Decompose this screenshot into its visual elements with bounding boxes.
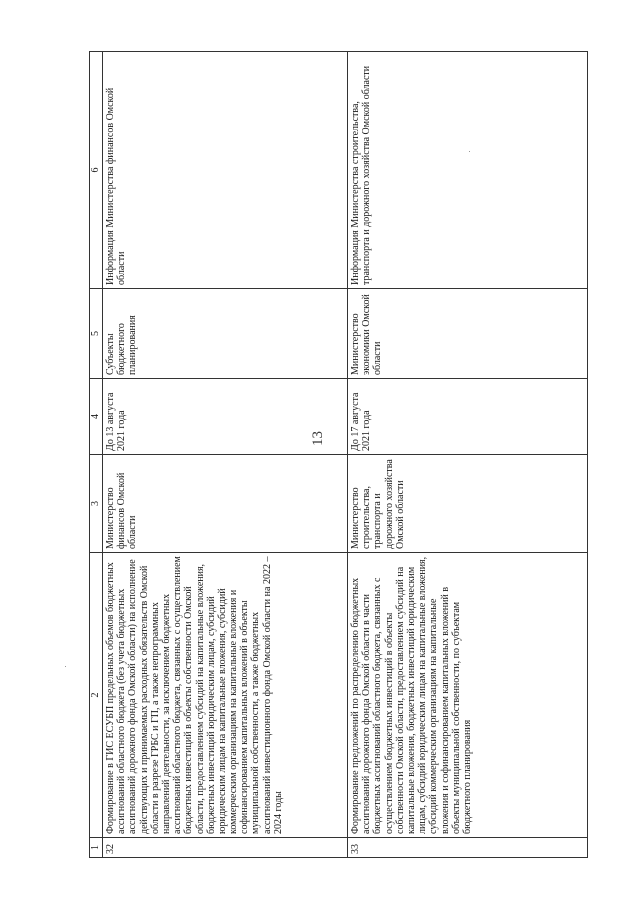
table-row — [103, 52, 348, 858]
row-recipient: Министерство экономики Омской области — [348, 289, 588, 379]
row-result: Информация Министерства строительства, транспорта и дорожного хозяйства Омской области — [348, 52, 588, 289]
row-executor: Министерство строительства, транспорта и дорожного хозяйства Омской области — [348, 455, 588, 553]
row-number: 33 — [348, 838, 588, 858]
row-executor: Министерство финансов Омской области — [103, 455, 348, 553]
scan-speck: · — [468, 146, 471, 156]
row-number: 32 — [103, 838, 348, 858]
row-recipient: Субъекты бюджетного планирования — [103, 289, 348, 379]
plan-table — [89, 51, 588, 858]
row-description: Формирование в ГИС ЕСУБП предельных объемов бюджетных ассигнований областного бюджета (без учета бюджетных ассигнований дорожного фонда Омской области) на исполнение действующих и принимаемых расходных обязательств Омской области в разрезе ГРБС и ГП, а также непрограммных направлений деятельности, за исключением бюджетных ассигнований областного бюджета, связанных с осуществлением бюджетных инвестиций в объекты собственности Омской области, предоставлением субсидий на капитальные вложения, бюджетных инвестиций юридическим лицам, субсидий юридическим лицам на капитальные вложения, субсидий коммерческим организациям на капитальные вложения и софинансированием капитальных вложений в объекты муниципальной собственности, а также бюджетных ассигнований инвестиционного фонда Омской области на 2022 – 2024 годы — [103, 553, 348, 838]
scan-speck: · — [64, 661, 67, 671]
row-description: Формирование предложений по распределению бюджетных ассигнований дорожного фонда Омской области в части бюджетных ассигнований областного бюджета, связанных с осуществлением бюджетных инвестиций в объекты собственности Омской области, предоставлением субсидий на капитальные вложения, бюджетных инвестиций юридическим лицам, субсидий юридическим лицам на капитальные вложения, субсидий коммерческим организациям на капитальные вложения и софинансированием капитальных вложений в объекты муниципальной собственности, по субъектам бюджетного планирования — [348, 553, 588, 838]
header-col-6: 6 — [90, 52, 103, 289]
header-col-4: 4 — [90, 379, 103, 455]
header-col-3: 3 — [90, 455, 103, 553]
header-col-2: 2 — [90, 553, 103, 838]
header-col-1: 1 — [90, 838, 103, 858]
row-result: Информация Министерства финансов Омской области — [103, 52, 348, 289]
page-number: 13 — [310, 431, 326, 446]
rotated-table-wrapper — [89, 52, 588, 858]
row-deadline: До 13 августа 2021 года — [103, 379, 348, 455]
table-row — [348, 52, 588, 858]
header-col-5: 5 — [90, 289, 103, 379]
table-header-row — [90, 52, 103, 858]
row-deadline: До 17 августа 2021 года — [348, 379, 588, 455]
